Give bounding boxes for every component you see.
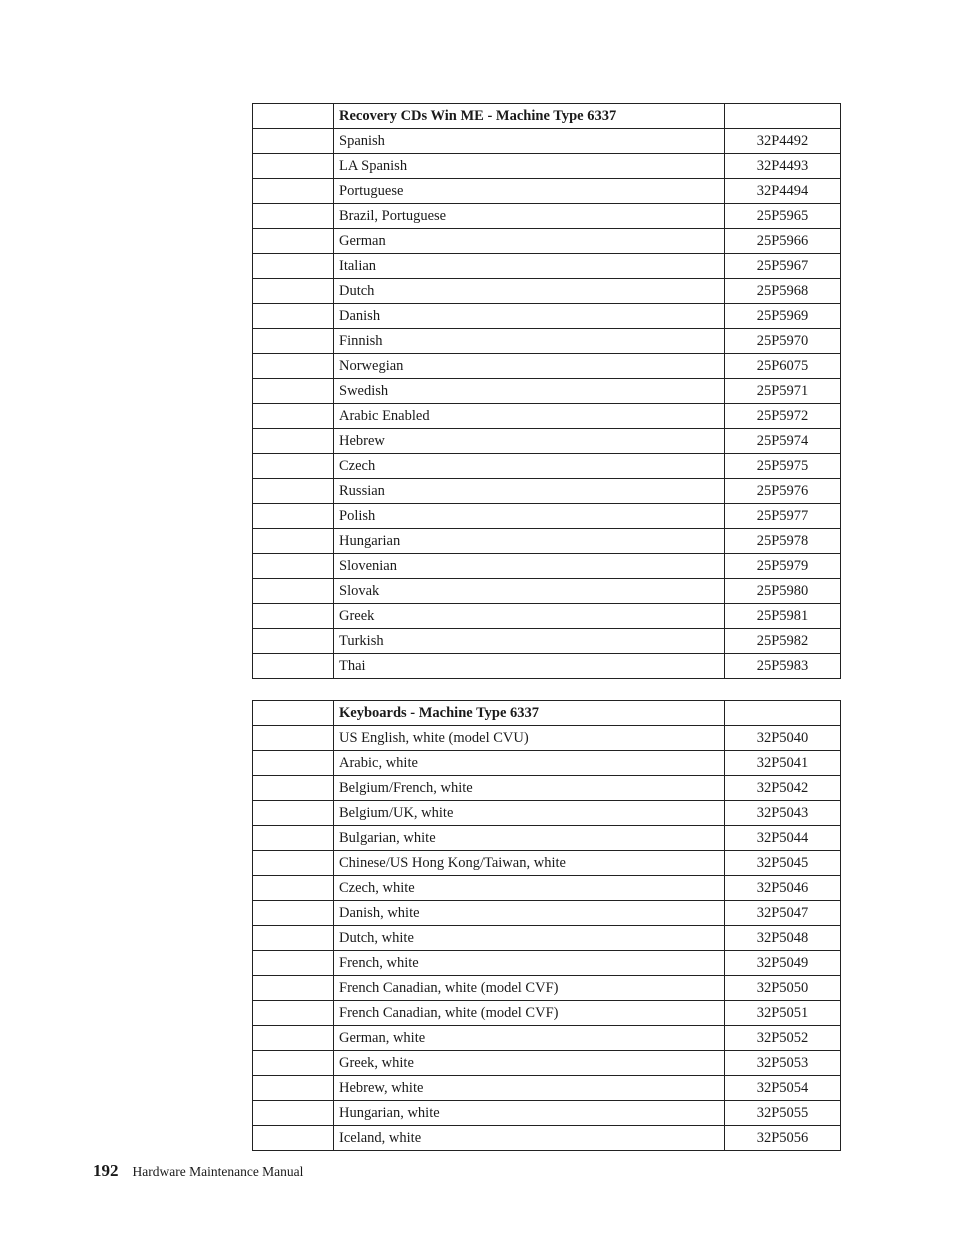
index-cell bbox=[253, 529, 334, 554]
table-row bbox=[253, 554, 841, 579]
index-cell bbox=[253, 279, 334, 304]
index-cell bbox=[253, 354, 334, 379]
table-row bbox=[253, 654, 841, 679]
index-cell bbox=[253, 404, 334, 429]
description-cell: Belgium/UK, white bbox=[334, 801, 725, 826]
table-row bbox=[253, 129, 841, 154]
table-row bbox=[253, 826, 841, 851]
index-cell bbox=[253, 976, 334, 1001]
table-row bbox=[253, 579, 841, 604]
index-cell bbox=[253, 851, 334, 876]
recovery-cds-table-body bbox=[253, 104, 841, 679]
part-number-cell: 25P5979 bbox=[725, 554, 841, 579]
part-number-cell: 25P5976 bbox=[725, 479, 841, 504]
description-cell: Czech, white bbox=[334, 876, 725, 901]
description-cell: Portuguese bbox=[334, 179, 725, 204]
page-number: 192 bbox=[93, 1161, 119, 1180]
table-row bbox=[253, 876, 841, 901]
index-cell bbox=[253, 579, 334, 604]
table-row bbox=[253, 1026, 841, 1051]
table-row bbox=[253, 204, 841, 229]
description-cell: Arabic, white bbox=[334, 751, 725, 776]
index-cell bbox=[253, 951, 334, 976]
part-number-cell: 25P5972 bbox=[725, 404, 841, 429]
description-cell: German bbox=[334, 229, 725, 254]
part-number-cell: 25P5971 bbox=[725, 379, 841, 404]
index-cell bbox=[253, 901, 334, 926]
description-cell: Belgium/French, white bbox=[334, 776, 725, 801]
part-number-cell: 32P5050 bbox=[725, 976, 841, 1001]
part-number-cell: 25P5983 bbox=[725, 654, 841, 679]
part-number-cell: 32P5049 bbox=[725, 951, 841, 976]
description-cell: French Canadian, white (model CVF) bbox=[334, 976, 725, 1001]
table-row bbox=[253, 254, 841, 279]
table-row bbox=[253, 1001, 841, 1026]
table-row bbox=[253, 751, 841, 776]
table-row bbox=[253, 726, 841, 751]
table-header-row bbox=[253, 104, 841, 129]
index-cell bbox=[253, 604, 334, 629]
part-number-cell: 25P5968 bbox=[725, 279, 841, 304]
part-number-cell: 32P5051 bbox=[725, 1001, 841, 1026]
table-row bbox=[253, 504, 841, 529]
description-cell: Brazil, Portuguese bbox=[334, 204, 725, 229]
index-cell bbox=[253, 229, 334, 254]
index-cell bbox=[253, 504, 334, 529]
description-cell: Bulgarian, white bbox=[334, 826, 725, 851]
description-cell: German, white bbox=[334, 1026, 725, 1051]
index-cell bbox=[253, 429, 334, 454]
part-number-cell: 32P5042 bbox=[725, 776, 841, 801]
table-row bbox=[253, 429, 841, 454]
description-cell: Hebrew bbox=[334, 429, 725, 454]
index-cell bbox=[253, 926, 334, 951]
table-title: Keyboards - Machine Type 6337 bbox=[334, 701, 725, 726]
table-row bbox=[253, 801, 841, 826]
table-row bbox=[253, 1051, 841, 1076]
table-row bbox=[253, 1101, 841, 1126]
index-cell bbox=[253, 629, 334, 654]
part-number-cell: 25P5980 bbox=[725, 579, 841, 604]
table-row bbox=[253, 1126, 841, 1151]
index-cell bbox=[253, 726, 334, 751]
index-cell bbox=[253, 1001, 334, 1026]
description-cell: Swedish bbox=[334, 379, 725, 404]
description-cell: Russian bbox=[334, 479, 725, 504]
table-row bbox=[253, 926, 841, 951]
keyboards-table-body bbox=[253, 701, 841, 1151]
part-number-cell: 32P5040 bbox=[725, 726, 841, 751]
index-cell bbox=[253, 1051, 334, 1076]
index-cell bbox=[253, 1101, 334, 1126]
index-cell bbox=[253, 179, 334, 204]
part-number-cell: 25P5981 bbox=[725, 604, 841, 629]
part-number-cell: 25P5967 bbox=[725, 254, 841, 279]
part-number-cell: 25P5982 bbox=[725, 629, 841, 654]
description-cell: Arabic Enabled bbox=[334, 404, 725, 429]
part-number-cell: 32P5043 bbox=[725, 801, 841, 826]
index-cell bbox=[253, 104, 334, 129]
index-cell bbox=[253, 479, 334, 504]
table-row bbox=[253, 604, 841, 629]
table-row bbox=[253, 404, 841, 429]
table-row bbox=[253, 229, 841, 254]
description-cell: LA Spanish bbox=[334, 154, 725, 179]
part-number-cell: 32P4492 bbox=[725, 129, 841, 154]
description-cell: French, white bbox=[334, 951, 725, 976]
index-cell bbox=[253, 129, 334, 154]
description-cell: French Canadian, white (model CVF) bbox=[334, 1001, 725, 1026]
description-cell: Chinese/US Hong Kong/Taiwan, white bbox=[334, 851, 725, 876]
description-cell: US English, white (model CVU) bbox=[334, 726, 725, 751]
part-number-cell: 32P5052 bbox=[725, 1026, 841, 1051]
index-cell bbox=[253, 654, 334, 679]
table-row bbox=[253, 479, 841, 504]
part-number-cell: 32P4493 bbox=[725, 154, 841, 179]
part-number-cell: 25P5974 bbox=[725, 429, 841, 454]
description-cell: Iceland, white bbox=[334, 1126, 725, 1151]
table-row bbox=[253, 1076, 841, 1101]
part-number-cell bbox=[725, 104, 841, 129]
part-number-cell: 32P5048 bbox=[725, 926, 841, 951]
description-cell: Greek bbox=[334, 604, 725, 629]
table-row bbox=[253, 279, 841, 304]
table-row bbox=[253, 379, 841, 404]
index-cell bbox=[253, 154, 334, 179]
description-cell: Dutch bbox=[334, 279, 725, 304]
index-cell bbox=[253, 776, 334, 801]
index-cell bbox=[253, 379, 334, 404]
description-cell: Czech bbox=[334, 454, 725, 479]
table-row bbox=[253, 951, 841, 976]
index-cell bbox=[253, 329, 334, 354]
table-row bbox=[253, 304, 841, 329]
index-cell bbox=[253, 751, 334, 776]
part-number-cell: 25P5965 bbox=[725, 204, 841, 229]
description-cell: Dutch, white bbox=[334, 926, 725, 951]
part-number-cell: 32P5056 bbox=[725, 1126, 841, 1151]
description-cell: Italian bbox=[334, 254, 725, 279]
part-number-cell: 25P5970 bbox=[725, 329, 841, 354]
index-cell bbox=[253, 826, 334, 851]
part-number-cell: 32P5045 bbox=[725, 851, 841, 876]
part-number-cell: 32P5055 bbox=[725, 1101, 841, 1126]
part-number-cell: 32P5047 bbox=[725, 901, 841, 926]
description-cell: Slovak bbox=[334, 579, 725, 604]
table-row bbox=[253, 529, 841, 554]
table-row bbox=[253, 976, 841, 1001]
description-cell: Polish bbox=[334, 504, 725, 529]
part-number-cell bbox=[725, 701, 841, 726]
description-cell: Slovenian bbox=[334, 554, 725, 579]
index-cell bbox=[253, 304, 334, 329]
description-cell: Thai bbox=[334, 654, 725, 679]
page-footer bbox=[93, 1161, 303, 1181]
part-number-cell: 32P5046 bbox=[725, 876, 841, 901]
table-header-row bbox=[253, 701, 841, 726]
part-number-cell: 25P5966 bbox=[725, 229, 841, 254]
description-cell: Hebrew, white bbox=[334, 1076, 725, 1101]
description-cell: Hungarian, white bbox=[334, 1101, 725, 1126]
part-number-cell: 32P5054 bbox=[725, 1076, 841, 1101]
keyboards-table bbox=[252, 700, 841, 1151]
index-cell bbox=[253, 554, 334, 579]
index-cell bbox=[253, 1076, 334, 1101]
table-row bbox=[253, 776, 841, 801]
description-cell: Spanish bbox=[334, 129, 725, 154]
manual-title: Hardware Maintenance Manual bbox=[132, 1164, 304, 1179]
table-row bbox=[253, 629, 841, 654]
index-cell bbox=[253, 876, 334, 901]
part-number-cell: 25P5975 bbox=[725, 454, 841, 479]
table-row bbox=[253, 851, 841, 876]
part-number-cell: 25P6075 bbox=[725, 354, 841, 379]
table-row bbox=[253, 454, 841, 479]
table-row bbox=[253, 901, 841, 926]
description-cell: Turkish bbox=[334, 629, 725, 654]
description-cell: Finnish bbox=[334, 329, 725, 354]
part-number-cell: 25P5977 bbox=[725, 504, 841, 529]
index-cell bbox=[253, 454, 334, 479]
part-number-cell: 32P5044 bbox=[725, 826, 841, 851]
index-cell bbox=[253, 701, 334, 726]
index-cell bbox=[253, 204, 334, 229]
part-number-cell: 32P5041 bbox=[725, 751, 841, 776]
description-cell: Greek, white bbox=[334, 1051, 725, 1076]
table-title: Recovery CDs Win ME - Machine Type 6337 bbox=[334, 104, 725, 129]
index-cell bbox=[253, 254, 334, 279]
recovery-cds-table bbox=[252, 103, 841, 679]
part-number-cell: 32P5053 bbox=[725, 1051, 841, 1076]
description-cell: Hungarian bbox=[334, 529, 725, 554]
description-cell: Danish bbox=[334, 304, 725, 329]
table-row bbox=[253, 329, 841, 354]
description-cell: Danish, white bbox=[334, 901, 725, 926]
table-row bbox=[253, 154, 841, 179]
table-row bbox=[253, 354, 841, 379]
description-cell: Norwegian bbox=[334, 354, 725, 379]
index-cell bbox=[253, 1026, 334, 1051]
index-cell bbox=[253, 801, 334, 826]
table-row bbox=[253, 179, 841, 204]
part-number-cell: 25P5978 bbox=[725, 529, 841, 554]
part-number-cell: 32P4494 bbox=[725, 179, 841, 204]
index-cell bbox=[253, 1126, 334, 1151]
part-number-cell: 25P5969 bbox=[725, 304, 841, 329]
